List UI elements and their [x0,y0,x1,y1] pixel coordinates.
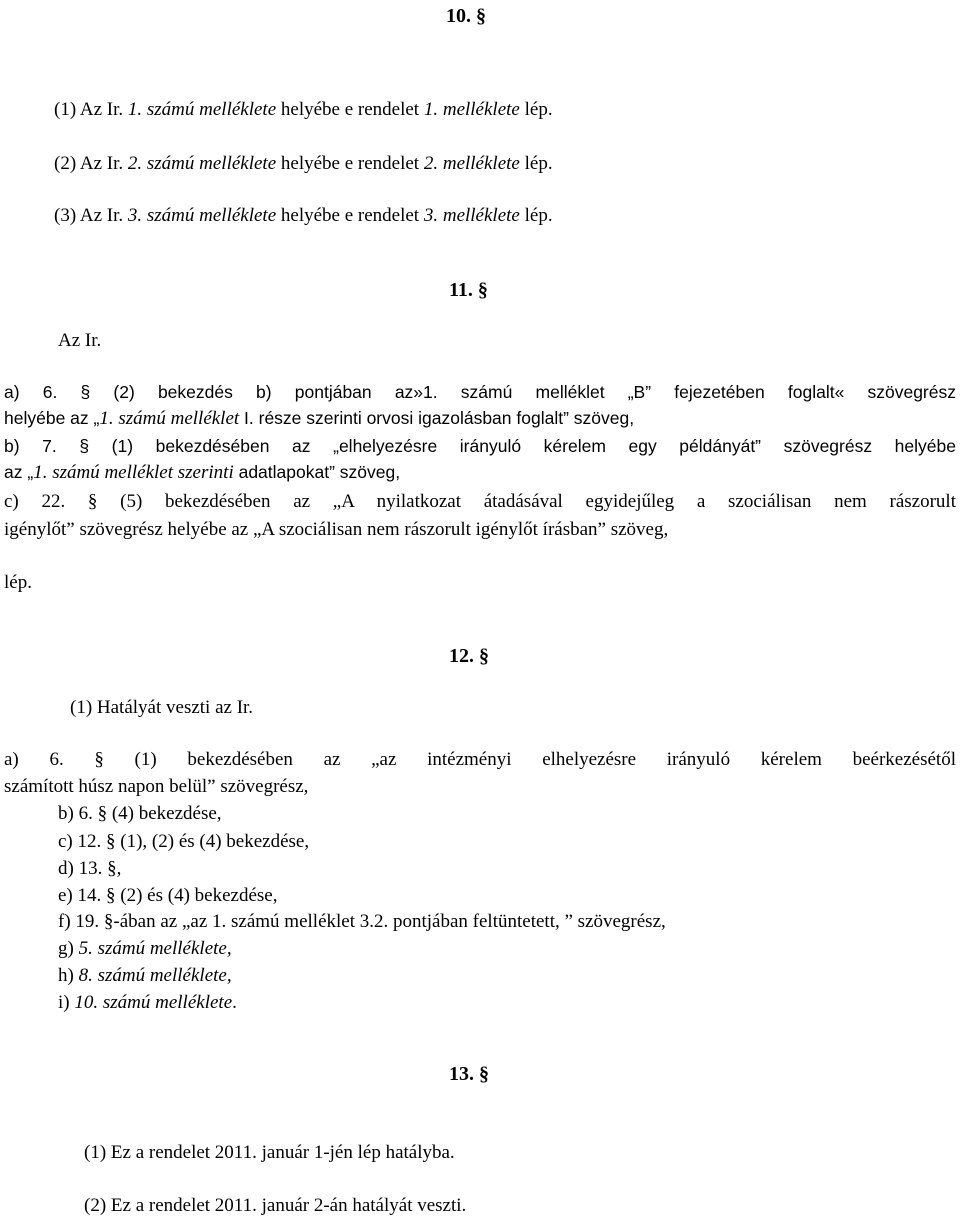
s11-item-b-line-2 [4,463,400,482]
annex-reference: 3. melléklete [423,205,520,226]
s11-item-c-line-2: igénylőt” szövegrész helyébe az „A szociálisan nem rászorult igénylőt írásban” szöveg, [4,519,669,540]
item-marker: g) [58,938,79,959]
s11-item-a-line-1: a) 6. § (2) bekezdés b) pontjában az»1. számú melléklet „B” fejezetében foglalt« szövegrész [4,382,956,402]
text-run: helyébe e rendelet [276,153,424,174]
section-12-heading: 12. § [449,645,489,667]
s12-item-c: c) 12. § (1), (2) és (4) bekezdése, [58,831,310,852]
text-run: adatlapokat” szöveg, [233,462,401,482]
section-13-heading: 13. § [449,1063,489,1085]
s13-paragraph-2: (2) Ez a rendelet 2011. január 2-án hatályát veszti. [84,1195,467,1216]
text-run: lép. [519,99,553,120]
s13-paragraph-1: (1) Ez a rendelet 2011. január 1-jén lép hatályba. [84,1142,455,1163]
s11-item-c-line-1: c) 22. § (5) bekezdésében az „A nyilatkozat átadásával egyidejűleg a szociálisan nem rászorult [4,491,956,512]
section-10-heading: 10. § [446,5,486,27]
s12-item-b: b) 6. § (4) bekezdése, [58,803,222,824]
text-run: (1) Az Ir. [54,99,128,120]
annex-reference: 1. melléklete [423,99,520,120]
section-11-heading: 11. § [449,279,488,301]
text-run: . [232,992,237,1013]
s10-paragraph-3 [54,206,553,225]
annex-reference: 10. számú melléklete [74,992,233,1013]
text-run: az „ [4,462,34,482]
s10-paragraph-2 [54,154,553,173]
s11-closing: lép. [4,572,32,593]
annex-reference: 8. számú melléklete, [78,965,232,986]
annex-reference: 2. számú melléklete [127,153,277,174]
text-run: (2) Az Ir. [54,153,128,174]
s11-item-a-line-2 [4,409,634,428]
s12-item-f: f) 19. §-ában az „az 1. számú melléklet 3.2. pontjában feltüntetett, ” szövegrész, [58,911,666,932]
s12-item-i [58,993,237,1012]
s12-intro: (1) Hatályát veszti az Ir. [70,697,254,718]
annex-reference: 1. számú melléklet szerinti [33,462,234,483]
s11-item-b-line-1: b) 7. § (1) bekezdésében az „elhelyezésre irányuló kérelem egy példányát” szövegrész helyébe [4,436,956,456]
s10-paragraph-1 [54,100,553,119]
s12-item-h [58,966,232,985]
item-marker: h) [58,965,79,986]
s12-item-g [58,939,232,958]
text-run: helyébe az „ [4,408,100,428]
text-run: helyébe e rendelet [276,99,424,120]
s11-intro: Az Ir. [58,330,102,351]
text-run: (3) Az Ir. [54,205,128,226]
annex-reference: 5. számú melléklete, [78,938,232,959]
item-marker: i) [58,992,75,1013]
text-run: lép. [519,205,553,226]
annex-reference: 1. számú melléklet [99,408,240,429]
annex-reference: 2. melléklete [423,153,520,174]
s12-item-a-line-2: számított húsz napon belül” szövegrész, [4,776,309,797]
annex-reference: 1. számú melléklete [127,99,277,120]
annex-reference: 3. számú melléklete [127,205,277,226]
s12-item-a-line-1: a) 6. § (1) bekezdésében az „az intézményi elhelyezésre irányuló kérelem beérkezésétől [4,749,956,770]
s12-item-e: e) 14. § (2) és (4) bekezdése, [58,885,278,906]
text-run: helyébe e rendelet [276,205,424,226]
text-run: lép. [519,153,553,174]
s12-item-d: d) 13. §, [58,858,122,879]
text-run: I. része szerinti orvosi igazolásban foglalt” szöveg, [239,408,635,428]
